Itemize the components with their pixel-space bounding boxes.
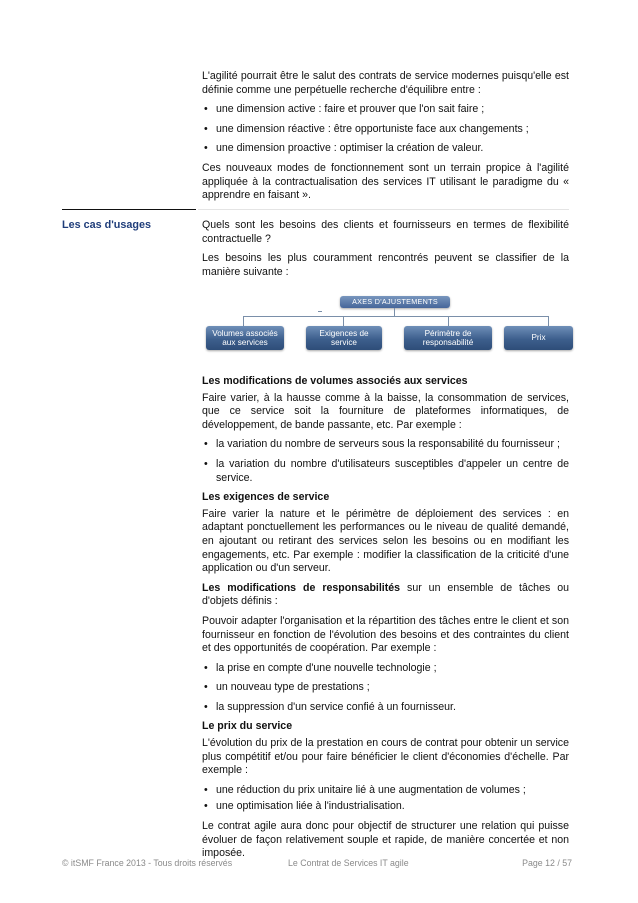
responsabilites-heading: Les modifications de responsabilités xyxy=(202,581,401,594)
exigences-paragraph: Faire varier la nature et le périmètre de déploiement des services : en adaptant ponctuellement les performances ou le niveau de qualité demandé, en ajoutant ou retirant des services selon les besoins ou en modifiant les engagements, etc. Par exemple : modifier la classification de la criticité d'une application ou d'un serveur. xyxy=(202,507,569,575)
intro-paragraph: Ces nouveaux modes de fonctionnement sont un terrain propice à l'agilité appliquée à la contractualisation des services IT utilisant le paradigme du « apprendre en faisant ». xyxy=(202,161,569,202)
footer-title: Le Contrat de Services IT agile xyxy=(288,858,409,868)
volumes-heading: Les modifications de volumes associés aux services xyxy=(202,375,468,387)
intro-paragraph: L'agilité pourrait être le salut des contrats de service modernes puisqu'elle est définie comme une perpétuelle recherche d'équilibre entre : xyxy=(202,70,569,96)
conclusion-paragraph: Le contrat agile aura donc pour objectif de structurer une relation qui puisse évoluer de façon relativement souple et rapide, de manière concertée et non imposée. xyxy=(202,820,569,860)
footer-copyright: © itSMF France 2013 - Tous droits réservés xyxy=(62,858,233,868)
section-paragraph: Les besoins les plus couramment rencontrés peuvent se classifier de la manière suivante : xyxy=(202,252,569,278)
responsabilites-intro: Les modifications de responsabilités sur un ensemble de tâches ou d'objets définis : xyxy=(202,581,569,608)
intro-block xyxy=(202,70,569,214)
intro-bullet: • une dimension réactive : être opportuniste face aux changements ; xyxy=(204,122,529,135)
bullet-icon: • xyxy=(204,661,208,674)
section-question: Quels sont les besoins des clients et fournisseurs en termes de flexibilité contractuelle ? xyxy=(202,219,569,245)
bullet-icon: • xyxy=(204,103,208,116)
diagram-connector xyxy=(243,316,244,326)
diagram-connector xyxy=(394,308,395,316)
intro-bullet: • une dimension active : faire et prouver que l'on sait faire ; xyxy=(204,103,485,116)
bullet-icon: • xyxy=(204,700,208,713)
diagram-box-exigences: Exigences de service xyxy=(306,326,382,350)
body-sections xyxy=(202,375,569,867)
axes-diagram xyxy=(202,294,573,356)
page-footer xyxy=(62,858,572,870)
prix-bullet: • une réduction du prix unitaire lié à une augmentation de volumes ; xyxy=(204,783,526,796)
footer-page-number: Page 12 / 57 xyxy=(522,858,572,868)
diagram-box-prix: Prix xyxy=(504,326,573,350)
exigences-heading: Les exigences de service xyxy=(202,491,330,504)
volumes-paragraph: Faire varier, à la hausse comme à la baisse, la consommation de services, que ce service soit la fourniture de plateformes informatiques, de développement, de bande passante, etc. Par exemple : xyxy=(202,391,569,431)
bullet-icon: • xyxy=(204,122,208,135)
section-label: Les cas d'usages xyxy=(62,219,151,231)
bullet-icon: • xyxy=(204,142,208,155)
section-rule xyxy=(62,209,196,210)
bullet-icon: • xyxy=(204,783,208,796)
prix-bullet: • une optimisation liée à l'industrialisation. xyxy=(204,800,405,813)
volumes-bullet: • la variation du nombre d'utilisateurs susceptibles d'appeler un centre de service. xyxy=(204,457,569,484)
bullet-icon: • xyxy=(204,800,208,813)
responsabilites-bullet: • la suppression d'un service confié à un fournisseur. xyxy=(204,700,456,713)
prix-paragraph: L'évolution du prix de la prestation en cours de contrat pour obtenir un service plus compétitif et/ou pour faire bénéficier le client d'économies d'échelle. Par exemple : xyxy=(202,737,569,777)
bullet-icon: • xyxy=(204,457,208,470)
diagram-connector xyxy=(318,311,322,312)
responsabilites-bullet: • la prise en compte d'une nouvelle technologie ; xyxy=(204,661,437,674)
responsabilites-bullet: • un nouveau type de prestations ; xyxy=(204,681,370,694)
diagram-connector xyxy=(243,316,548,317)
section-intro xyxy=(202,219,569,285)
diagram-connector xyxy=(448,316,449,326)
prix-heading: Le prix du service xyxy=(202,720,293,733)
diagram-box-perimetre: Périmètre de responsabilité xyxy=(404,326,492,350)
diagram-connector xyxy=(343,316,344,326)
diagram-connector xyxy=(548,316,549,326)
intro-bullet: • une dimension proactive : optimiser la création de valeur. xyxy=(204,142,484,155)
responsabilites-paragraph: Pouvoir adapter l'organisation et la répartition des tâches entre le client et son fournisseur en fonction de l'évolution des besoins et des contraintes du client et des opportunités de coopération. Par exemple : xyxy=(202,614,569,655)
bullet-icon: • xyxy=(204,681,208,694)
diagram-box-volumes: Volumes associés aux services xyxy=(206,326,284,350)
diagram-root-box: AXES D'AJUSTEMENTS xyxy=(340,296,450,308)
volumes-bullet: • la variation du nombre de serveurs sous la responsabilité du fournisseur ; xyxy=(204,438,560,451)
divider xyxy=(198,209,569,210)
bullet-icon: • xyxy=(204,438,208,451)
